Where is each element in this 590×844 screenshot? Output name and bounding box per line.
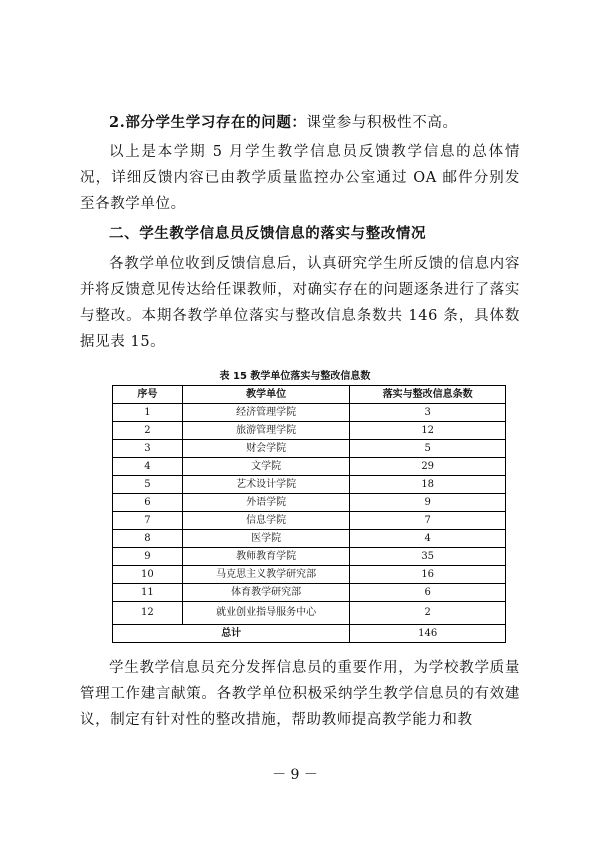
row-unit: 就业创业指导服务中心 [182, 602, 350, 625]
row-unit: 体育教学研究部 [182, 584, 350, 602]
table-row [113, 584, 506, 602]
row-index: 7 [113, 512, 183, 530]
table-row [113, 404, 506, 422]
row-count: 9 [350, 494, 506, 512]
row-index: 12 [113, 602, 183, 625]
rectification-table [112, 385, 506, 643]
row-count: 4 [350, 530, 506, 548]
header-index: 序号 [113, 386, 183, 404]
page-number: － 9 － [272, 767, 318, 783]
row-count: 16 [350, 566, 506, 584]
total-label: 总计 [113, 625, 350, 643]
row-unit: 医学院 [182, 530, 350, 548]
row-index: 4 [113, 458, 183, 476]
row-unit: 财会学院 [182, 440, 350, 458]
row-index: 3 [113, 440, 183, 458]
row-count: 3 [350, 404, 506, 422]
table-header-row [113, 386, 506, 404]
row-index: 2 [113, 422, 183, 440]
section2-text: 课堂参与积极性不高。 [306, 115, 458, 131]
table-row [113, 458, 506, 476]
row-unit: 艺术设计学院 [182, 476, 350, 494]
row-count: 5 [350, 440, 506, 458]
table-row [113, 566, 506, 584]
row-count: 29 [350, 458, 506, 476]
table-total-row [113, 625, 506, 643]
table-caption: 表 15 教学单位落实与整改信息数 [219, 371, 371, 382]
table-row [113, 476, 506, 494]
summary-paragraph: 以上是本学期 5 月学生教学信息员反馈教学信息的总体情况，详细反馈内容已由教学质量监控办公室通过 OA 邮件分别发至各教学单位。 [80, 144, 520, 212]
row-index: 9 [113, 548, 183, 566]
table-row [113, 530, 506, 548]
table-row [113, 512, 506, 530]
implementation-paragraph: 各教学单位收到反馈信息后，认真研究学生所反馈的信息内容并将反馈意见传达给任课教师，对确实存在的问题逐条进行了落实与整改。本期各教学单位落实与整改信息条数共 146 条，具体数据见表 15。 [80, 256, 520, 350]
row-count: 18 [350, 476, 506, 494]
row-index: 5 [113, 476, 183, 494]
row-count: 6 [350, 584, 506, 602]
section2-heading: 2.部分学生学习存在的问题： [109, 114, 307, 131]
row-count: 2 [350, 602, 506, 625]
section2-paragraph [80, 110, 520, 136]
table-row [113, 440, 506, 458]
closing-paragraph: 学生教学信息员充分发挥信息员的重要作用，为学校教学质量管理工作建言献策。各教学单位积极采纳学生教学信息员的有效建议，制定有针对性的整改措施，帮助教师提高教学能力和教 [80, 660, 520, 728]
row-index: 10 [113, 566, 183, 584]
row-unit: 信息学院 [182, 512, 350, 530]
row-unit: 经济管理学院 [182, 404, 350, 422]
row-count: 12 [350, 422, 506, 440]
row-unit: 外语学院 [182, 494, 350, 512]
table-row [113, 548, 506, 566]
row-unit: 教师教育学院 [182, 548, 350, 566]
header-unit: 教学单位 [182, 386, 350, 404]
row-index: 8 [113, 530, 183, 548]
header-count: 落实与整改信息条数 [350, 386, 506, 404]
row-index: 11 [113, 584, 183, 602]
row-unit: 旅游管理学院 [182, 422, 350, 440]
row-count: 35 [350, 548, 506, 566]
row-count: 7 [350, 512, 506, 530]
table-row [113, 602, 506, 625]
row-index: 6 [113, 494, 183, 512]
row-unit: 马克思主义教学研究部 [182, 566, 350, 584]
row-index: 1 [113, 404, 183, 422]
table-row [113, 422, 506, 440]
total-value: 146 [350, 625, 506, 643]
section-heading-two: 二、学生教学信息员反馈信息的落实与整改情况 [109, 225, 427, 242]
row-unit: 文学院 [182, 458, 350, 476]
table-row [113, 494, 506, 512]
